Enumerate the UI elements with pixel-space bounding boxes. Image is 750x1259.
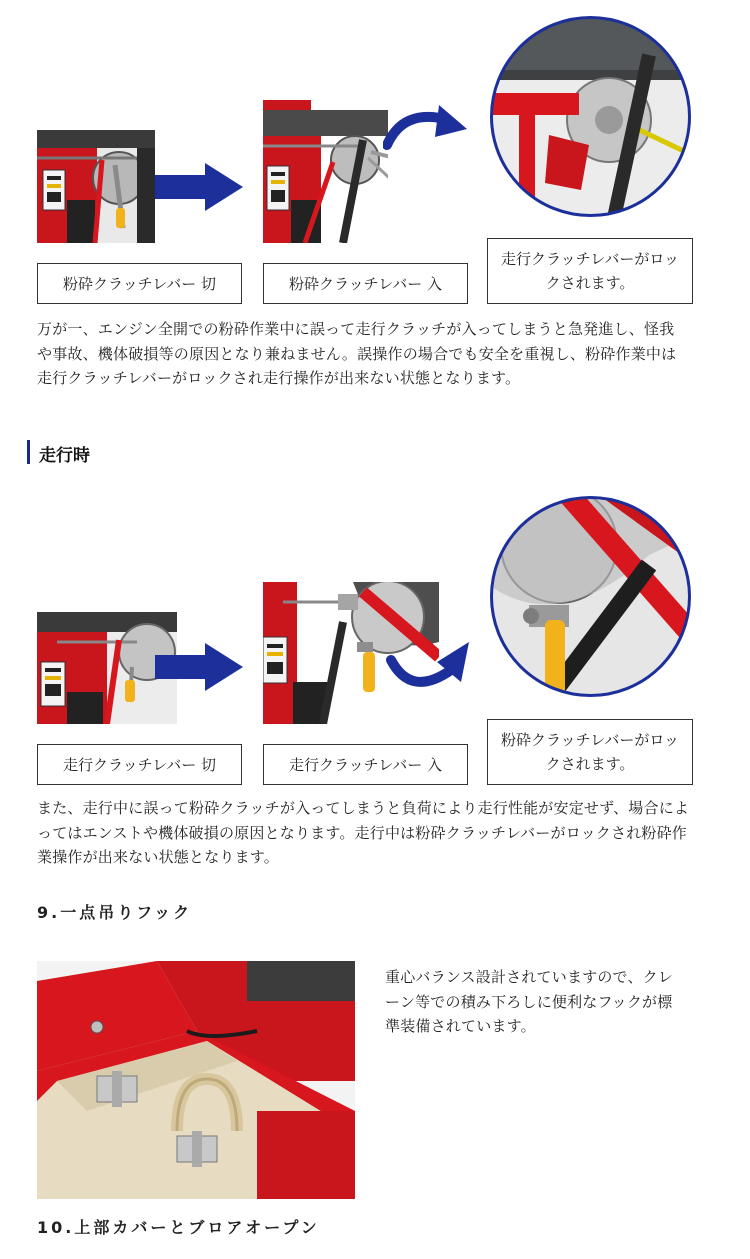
label-crush-clutch-on xyxy=(263,263,468,304)
zoom-circle-crush-lock xyxy=(489,495,692,698)
label-travel-lock xyxy=(487,238,693,304)
label-travel-clutch-on xyxy=(263,744,468,785)
curved-arrow-icon xyxy=(385,640,470,695)
photo-crush-clutch-off xyxy=(37,130,155,243)
right-arrow-icon xyxy=(155,643,243,691)
paragraph-crush-mode: 万が一、エンジン全開での粉砕作業中に誤って走行クラッチが入ってしまうと急発進し、怪我や事故、機体破損等の原因となり兼ねません。誤操作の場合でも安全を重視し、粉砕作業中は走行クラッチレバーがロックされ走行操作が出来ない状態となります。 xyxy=(37,320,677,387)
paragraph-lifting-hook: 重心バランス設計されていますので、クレーン等での積み下ろしに便利なフックが標準装備されています。 xyxy=(385,968,674,1035)
heading-lifting-hook: 9.一点吊りフック xyxy=(37,903,193,922)
right-arrow-icon xyxy=(155,163,243,211)
label-crush-lock xyxy=(487,719,693,785)
heading-top-cover-blower: 10.上部カバーとブロアオープン xyxy=(37,1218,320,1237)
photo-lifting-hook xyxy=(37,961,355,1199)
curved-arrow-icon xyxy=(383,105,468,160)
label-text: 粉砕クラッチレバー 切 xyxy=(62,274,217,293)
label-travel-clutch-off xyxy=(37,744,242,785)
label-text: 粉砕クラッチレバーがロックされます。 xyxy=(500,731,680,773)
heading-travel: 走行時 xyxy=(39,446,90,466)
heading-accent-bar xyxy=(27,440,30,464)
paragraph-travel-mode: また、走行中に誤って粉砕クラッチが入ってしまうと負荷により走行性能が安定せず、場合によってはエンストや機体破損の原因となります。走行中は粉砕クラッチレバーがロックされ粉砕作業操作が出来ない状態となります。 xyxy=(37,799,690,866)
label-text: 走行クラッチレバー 切 xyxy=(62,755,217,774)
zoom-circle-travel-lock xyxy=(489,15,692,218)
photo-crush-clutch-on xyxy=(263,100,388,243)
label-text: 走行クラッチレバーがロックされます。 xyxy=(500,250,680,292)
label-text: 走行クラッチレバー 入 xyxy=(288,755,443,774)
label-crush-clutch-off xyxy=(37,263,242,304)
label-text: 粉砕クラッチレバー 入 xyxy=(288,274,443,293)
